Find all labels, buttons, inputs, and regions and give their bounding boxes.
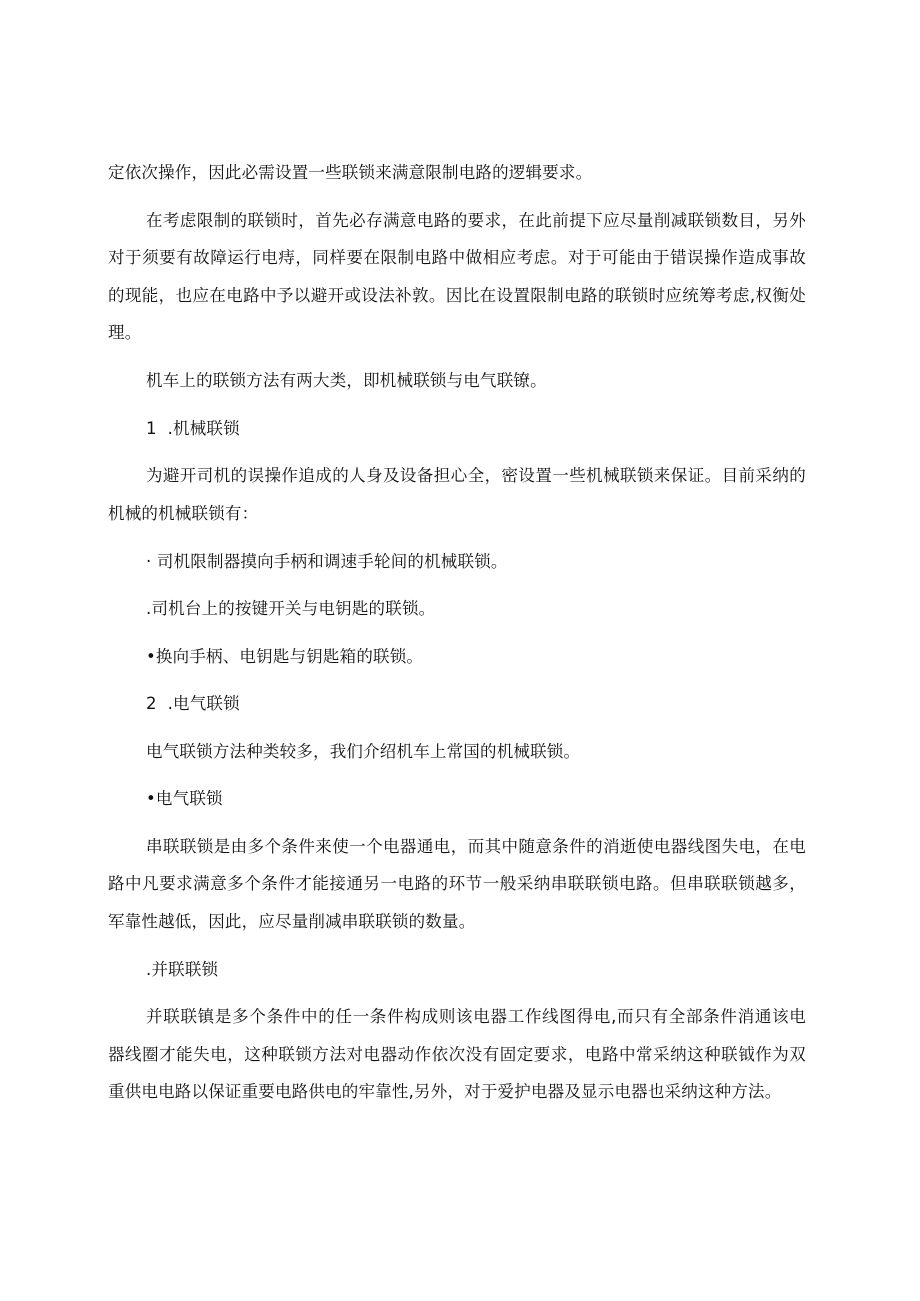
- text-line: 为避开司机的误操作追成的人身及设备担心全，密设置一些机械联锁来保证。目前采纳的: [146, 466, 806, 485]
- text-line: 在考虑限制的联锁时，首先必存满意电路的要求，在此前提下应尽量削减联锁数目，另外: [146, 211, 806, 230]
- section-heading: 2 .电气联锁: [146, 694, 240, 713]
- text-line: 机车上的联锁方法有两大类，即机械联锁与电气联镣。: [146, 371, 547, 390]
- text-line: 串联联锁是由多个条件来使一个电器通电，而其中随意条件的消逝使电器线图失电，在电: [146, 837, 806, 856]
- text-line: 机械的机械联锁有：: [108, 504, 259, 523]
- text-line: 的现能，也应在电路中予以避开或设法补敦。因比在设置限制电路的联锁时应统筹考虑,权衡处: [108, 286, 806, 305]
- text-line: 并联联镇是多个条件中的任一条件构成则该电器工作线图得电,而只有全部条件消通该电: [146, 1007, 806, 1026]
- subsection-heading: .并联联锁: [146, 960, 219, 979]
- text-line: 理。: [108, 323, 142, 342]
- text-line: 重供电电路以保证重要电路供电的牢靠性,另外，对于爱护电器及显示电器也采纳这种方法。: [108, 1082, 782, 1101]
- text-line: 路中凡要求满意多个条件才能接通另一电路的环节一般采纳串联联锁电路。但串联联锁越多，: [108, 874, 806, 893]
- text-line: 电气联锁方法种类较多，我们介绍机车上常国的机械联锁。: [146, 742, 581, 761]
- text-line: 对于须要有故障运行电痔，同样要在限制电路中做相应考虑。对于可能由于错误操作造成事故: [108, 248, 806, 267]
- text-line: 器线圈才能失电，这种联锁方法对电器动作依次没有固定要求，电路中常采纳这种联钺作为双: [108, 1045, 806, 1064]
- text-line: 军靠性越低，因此，应尽量削减串联联锁的数量。: [108, 912, 476, 931]
- section-heading: 1 .机械联锁: [146, 419, 240, 438]
- list-item: .司机台上的按键开关与电钥匙的联锁。: [146, 599, 436, 618]
- subsection-heading: •电气联锁: [146, 789, 223, 808]
- text-line: 定依次操作，因此必需设置一些联锁来满意限制电路的逻辑要求。: [108, 163, 593, 182]
- list-item: · 司机限制器摸向手柄和调速手轮间的机械联锁。: [146, 552, 508, 571]
- list-item: •换向手柄、电钥匙与钥匙箱的联锁。: [146, 647, 424, 666]
